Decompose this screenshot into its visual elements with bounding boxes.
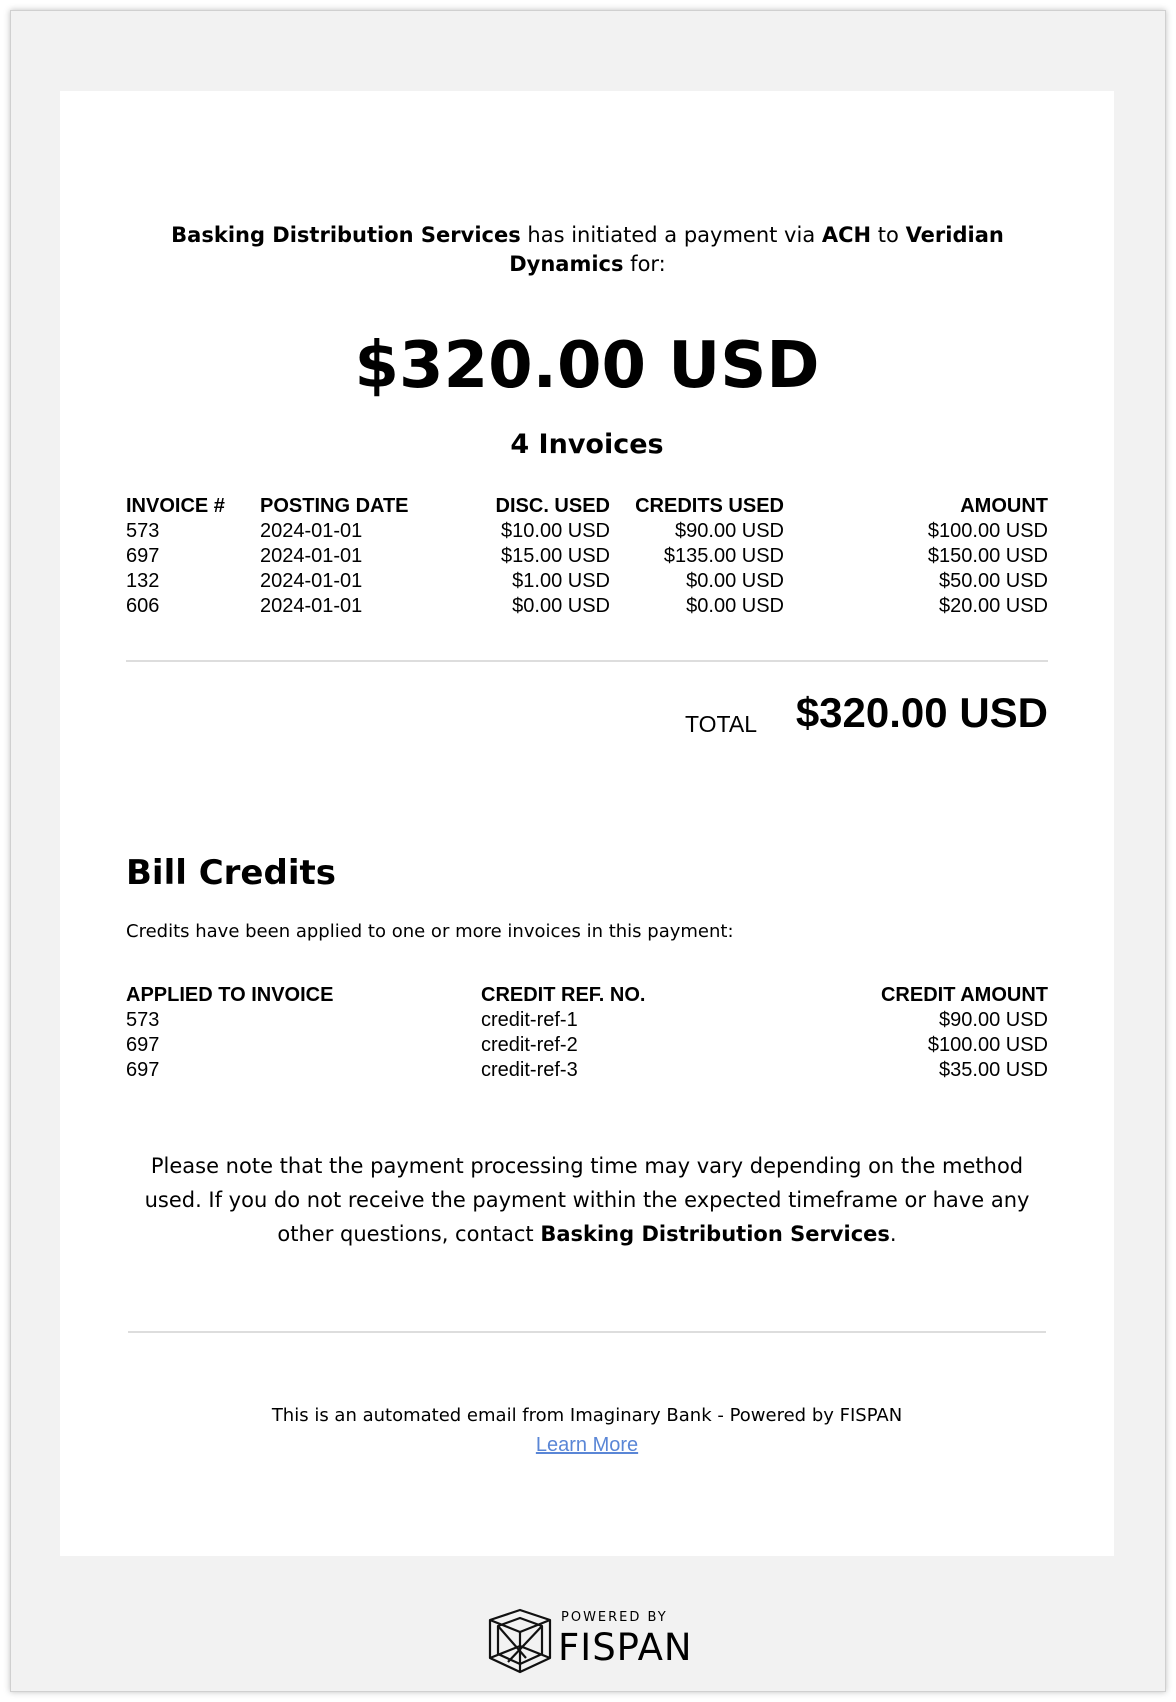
posting-date: 2024-01-01 bbox=[260, 520, 363, 542]
col-credits-used: CREDITS USED bbox=[635, 495, 784, 517]
credits-used: $90.00 USD bbox=[675, 520, 784, 542]
invoice-table bbox=[126, 494, 1048, 619]
bill-credits-title: Bill Credits bbox=[126, 853, 336, 893]
intro-text-3: for: bbox=[623, 252, 666, 276]
amount: $150.00 USD bbox=[927, 545, 1048, 567]
note-end: . bbox=[889, 1222, 897, 1246]
payment-method: ACH bbox=[821, 223, 872, 247]
credits-used: $0.00 USD bbox=[686, 595, 784, 617]
table-row bbox=[126, 1033, 1048, 1058]
credits-used: $0.00 USD bbox=[686, 570, 784, 592]
table-row bbox=[126, 519, 1048, 544]
brand-name: FISPAN bbox=[558, 1626, 693, 1669]
invoice-number: 697 bbox=[126, 545, 160, 567]
note-contact: Basking Distribution Services bbox=[540, 1222, 890, 1246]
applied-invoice: 697 bbox=[126, 1034, 160, 1056]
payer-name: Basking Distribution Services bbox=[171, 223, 521, 247]
invoice-table-header bbox=[126, 494, 1048, 519]
powered-by-label: POWERED BY bbox=[561, 1610, 668, 1625]
col-credit-amount: CREDIT AMOUNT bbox=[880, 984, 1048, 1006]
divider bbox=[126, 660, 1048, 662]
payment-amount: $320.00 USD bbox=[354, 329, 820, 403]
credit-amount: $35.00 USD bbox=[939, 1059, 1048, 1081]
table-row bbox=[126, 569, 1048, 594]
amount: $20.00 USD bbox=[939, 595, 1048, 617]
bill-credits-description: Credits have been applied to one or more invoices in this payment: bbox=[126, 921, 734, 942]
credit-amount: $90.00 USD bbox=[939, 1009, 1048, 1031]
posting-date: 2024-01-01 bbox=[260, 595, 363, 617]
col-posting-date: POSTING DATE bbox=[260, 495, 409, 517]
disc-used: $10.00 USD bbox=[501, 520, 610, 542]
learn-more-link-wrap bbox=[60, 1434, 1114, 1457]
intro-text-2: to bbox=[871, 223, 906, 247]
posting-date: 2024-01-01 bbox=[260, 570, 363, 592]
credits-used: $135.00 USD bbox=[663, 545, 784, 567]
learn-more-link[interactable]: Learn More bbox=[535, 1434, 639, 1456]
col-invoice-number: INVOICE # bbox=[126, 495, 225, 517]
table-row bbox=[126, 1058, 1048, 1083]
col-amount: AMOUNT bbox=[960, 495, 1048, 517]
applied-invoice: 573 bbox=[126, 1009, 160, 1031]
amount: $100.00 USD bbox=[927, 520, 1048, 542]
disc-used: $0.00 USD bbox=[512, 595, 610, 617]
credit-ref: credit-ref-2 bbox=[481, 1034, 578, 1056]
wireframe-cube-icon bbox=[486, 1606, 554, 1678]
table-row bbox=[126, 1008, 1048, 1033]
amount: $50.00 USD bbox=[939, 570, 1048, 592]
credits-table bbox=[126, 983, 1048, 1083]
table-row bbox=[126, 594, 1048, 619]
col-applied-to-invoice: APPLIED TO INVOICE bbox=[126, 984, 334, 1006]
divider bbox=[128, 1331, 1046, 1333]
disc-used: $15.00 USD bbox=[501, 545, 610, 567]
intro-text-1: has initiated a payment via bbox=[520, 223, 822, 247]
fispan-brand bbox=[486, 1606, 706, 1686]
total-label: TOTAL bbox=[685, 711, 757, 737]
note-text: Please note that the payment processing time may vary depending on the method used. If you do not receive the payment within the expected timeframe or have any other questions, contact bbox=[144, 1154, 1030, 1246]
payee-name: Veridian Dynamics bbox=[509, 223, 1004, 276]
table-row bbox=[126, 544, 1048, 569]
credits-table-header bbox=[126, 983, 1048, 1008]
invoice-count: 4 Invoices bbox=[510, 429, 664, 460]
processing-note bbox=[126, 1149, 1048, 1251]
footer-text: This is an automated email from Imaginary Bank - Powered by FISPAN bbox=[271, 1405, 903, 1426]
invoice-number: 573 bbox=[126, 520, 160, 542]
applied-invoice: 697 bbox=[126, 1059, 160, 1081]
email-frame bbox=[10, 10, 1166, 1692]
invoice-number: 606 bbox=[126, 595, 160, 617]
credit-amount: $100.00 USD bbox=[927, 1034, 1048, 1056]
credit-ref: credit-ref-1 bbox=[481, 1009, 578, 1031]
col-credit-ref: CREDIT REF. NO. bbox=[481, 984, 646, 1006]
credit-ref: credit-ref-3 bbox=[481, 1059, 578, 1081]
total-value: $320.00 USD bbox=[795, 689, 1048, 736]
posting-date: 2024-01-01 bbox=[260, 545, 363, 567]
invoice-number: 132 bbox=[126, 570, 160, 592]
disc-used: $1.00 USD bbox=[512, 570, 610, 592]
col-disc-used: DISC. USED bbox=[495, 495, 610, 517]
payment-intro bbox=[165, 221, 1010, 279]
email-card bbox=[60, 91, 1114, 1556]
